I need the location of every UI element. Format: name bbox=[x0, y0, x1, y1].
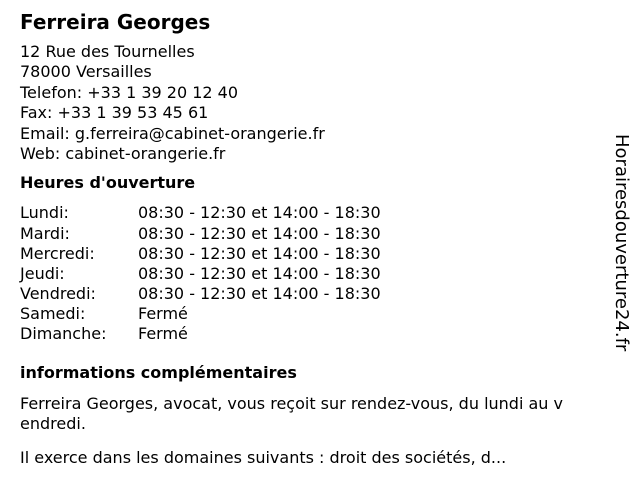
site-watermark: Horairesdouverture24.fr bbox=[611, 134, 632, 352]
day-label: Mercredi: bbox=[20, 243, 95, 263]
hours-row-tuesday bbox=[20, 224, 610, 244]
hours-row-monday bbox=[20, 203, 610, 223]
city-address: 78000 Versailles bbox=[20, 62, 152, 82]
day-label: Vendredi: bbox=[20, 283, 96, 303]
day-hours: Fermé bbox=[138, 324, 188, 343]
content bbox=[20, 8, 610, 468]
info-paragraph-1: Ferreira Georges, avocat, vous reçoit sur rendez-vous, du lundi au v endredi. bbox=[20, 394, 563, 434]
info-paragraph-2: Il exerce dans les domaines suivants : droit des sociétés, d... bbox=[20, 448, 507, 468]
street-address: 12 Rue des Tournelles bbox=[20, 42, 195, 61]
business-name: Ferreira Georges bbox=[20, 10, 211, 34]
hours-row-thursday bbox=[20, 264, 610, 284]
day-hours: Fermé bbox=[138, 303, 188, 323]
day-hours: 08:30 - 12:30 et 14:00 - 18:30 bbox=[138, 263, 381, 283]
hours-table bbox=[20, 203, 610, 344]
day-label: Dimanche: bbox=[20, 324, 107, 343]
hours-row-sunday bbox=[20, 324, 610, 344]
hours-row-friday bbox=[20, 284, 610, 304]
day-label: Lundi: bbox=[20, 203, 69, 223]
email-address: Email: g.ferreira@cabinet-orangerie.fr bbox=[20, 123, 325, 143]
day-hours: 08:30 - 12:30 et 14:00 - 18:30 bbox=[138, 283, 381, 303]
day-label: Samedi: bbox=[20, 303, 86, 323]
day-label: Jeudi: bbox=[20, 263, 65, 283]
fax-number: Fax: +33 1 39 53 45 61 bbox=[20, 103, 209, 123]
info-heading: informations complémentaires bbox=[20, 363, 297, 383]
day-hours: 08:30 - 12:30 et 14:00 - 18:30 bbox=[138, 203, 381, 223]
address-block bbox=[20, 42, 610, 164]
phone-number: Telefon: +33 1 39 20 12 40 bbox=[20, 82, 239, 102]
website: Web: cabinet-orangerie.fr bbox=[20, 144, 226, 164]
day-hours: 08:30 - 12:30 et 14:00 - 18:30 bbox=[138, 243, 381, 263]
day-hours: 08:30 - 12:30 et 14:00 - 18:30 bbox=[138, 223, 381, 243]
hours-row-wednesday bbox=[20, 244, 610, 264]
hours-heading: Heures d'ouverture bbox=[20, 173, 196, 193]
hours-row-saturday bbox=[20, 304, 610, 324]
day-label: Mardi: bbox=[20, 223, 70, 243]
